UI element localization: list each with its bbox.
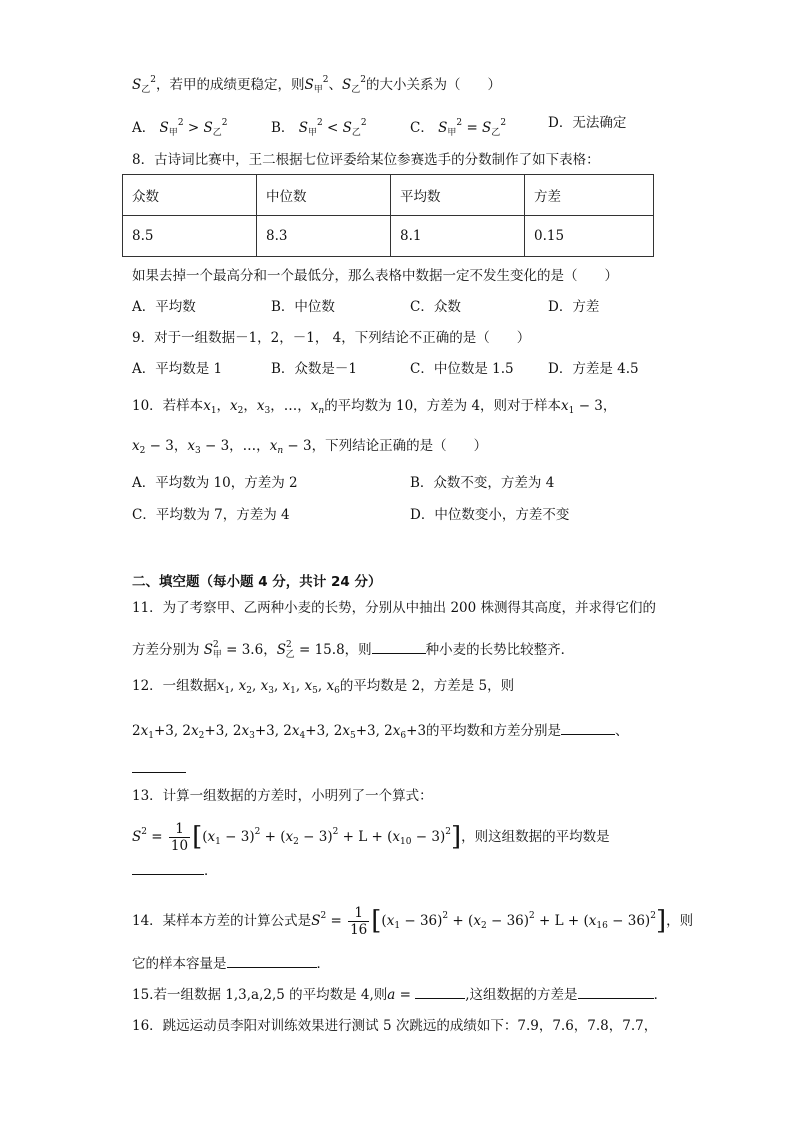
q7-option-a: A． $S_甲^2 > S_乙^2$ (132, 118, 228, 138)
q13-stem: 13．计算一组数据的方差时，小明列了一个算式： (132, 788, 433, 804)
q8-option-b: B．中位数 (271, 299, 335, 315)
q10-option-c: C．平均数为 7，方差为 4 (132, 507, 290, 523)
q15-answer-blank-variance[interactable] (578, 984, 654, 999)
table-cell: 8.1 (391, 216, 525, 257)
q14-stem-line1: 14．某样本方差的计算公式是$S^2$ = $\frac{1}{16}$ $[(x_1 - 36)^2 + (x_2 - 36)^2 + L + (x_{16} - 36)^2]$，则 (132, 905, 694, 938)
q11-answer-blank[interactable] (372, 639, 426, 654)
q9-option-b: B．众数是－1 (271, 361, 358, 377)
q8-follow: 如果去掉一个最高分和一个最低分，那么表格中数据一定不发生变化的是（ ） (132, 268, 618, 284)
q10-stem-line1: 10．若样本$x_1$，$x_2$，$x_3$，…，$x_n$的平均数为 10，方差为 4，则对于样本$x_1 - 3$， (132, 398, 617, 416)
q12-answer-blank-variance-line (132, 758, 186, 779)
q9-option-d: D．方差是 4.5 (548, 361, 639, 377)
q13-answer-blank[interactable] (132, 860, 204, 875)
table-cell: 8.3 (257, 216, 391, 257)
q13-formula: $S^2$ = $\frac{1}{10}$ $[(x_1 - 3)^2 + (x_2 - 3)^2 + L + (x_{10} - 3)^2]$，则这组数据的平均数是 (132, 821, 610, 854)
section-title: 二、填空题（每小题 4 分，共计 24 分） (132, 574, 382, 590)
q7-option-c: C． $S_甲^2 = S_乙^2$ (410, 118, 507, 138)
q8-option-c: C．众数 (410, 299, 461, 315)
table-header-cell: 平均数 (391, 175, 525, 216)
q11-stem-line2: 方差分别为 $S^2_甲 = 3.6$，$S^2_乙 = 15.8$，则 种小麦的长势比较整齐． (132, 640, 575, 660)
table-row (123, 216, 654, 257)
table-cell: 0.15 (525, 216, 654, 257)
q8-stem: 8．古诗词比赛中，王二根据七位评委给某位参赛选手的分数制作了如下表格： (132, 152, 600, 168)
q12-answer-blank-variance[interactable] (132, 758, 186, 773)
table-header-cell: 众数 (123, 175, 257, 216)
q8-option-d: D．方差 (548, 299, 600, 315)
q14-answer-blank[interactable] (227, 953, 317, 968)
table-header-row (123, 175, 654, 216)
q14-stem-line2: 它的样本容量是 ． (132, 953, 330, 974)
q9-stem: 9．对于一组数据－1，2，－1， 4，下列结论不正确的是（ ） (132, 330, 531, 346)
q15-stem: 15.若一组数据 1,3,a,2,5 的平均数是 4,则a = ,这组数据的方差是 ． (132, 984, 667, 1005)
q8-score-table (122, 174, 654, 257)
q11-stem-line1: 11．为了考察甲、乙两种小麦的长势，分别从中抽出 200 株测得其高度，并求得它们的 (132, 600, 657, 616)
table-header-cell: 中位数 (257, 175, 391, 216)
q12-stem-line1: 12．一组数据$x_1$, $x_2$, $x_3$, $x_1$, $x_5$, $x_6$的平均数是 2，方差是 5，则 (132, 678, 515, 696)
q9-option-a: A．平均数是 1 (132, 361, 223, 377)
q16-stem: 16．跳远运动员李阳对训练效果进行测试 5 次跳远的成绩如下：7.9，7.6，7.8，7.7， (132, 1018, 658, 1034)
q7-option-b: B． $S_甲^2 < S_乙^2$ (271, 118, 367, 138)
q8-option-a: A．平均数 (132, 299, 196, 315)
q12-answer-blank-mean[interactable] (561, 720, 615, 735)
q7-option-d: D．无法确定 (548, 115, 627, 131)
q10-option-d: D．中位数变小，方差不变 (410, 507, 570, 523)
q15-answer-blank-a[interactable] (415, 984, 465, 999)
q12-stem-line2: $2x_1+3$, $2x_2+3$, $2x_3+3$, $2x_4+3$, $2x_5+3$, $2x_6+3$的平均数和方差分别是 、 (132, 720, 629, 746)
q10-option-b: B．众数不变，方差为 4 (410, 475, 555, 491)
q13-answer-line: ． (132, 860, 218, 881)
table-header-cell: 方差 (525, 175, 654, 216)
q10-option-a: A．平均数为 10，方差为 2 (132, 475, 298, 491)
q7-stem-continuation: $S_乙^2$，若甲的成绩更稳定，则$S_甲^2$、$S_乙^2$的大小关系为（ ） (132, 75, 501, 95)
q10-stem-line2: $x_2 - 3$，$x_3 - 3$，…，$x_n - 3$，下列结论正确的是（ ） (132, 438, 488, 456)
table-cell: 8.5 (123, 216, 257, 257)
q9-option-c: C．中位数是 1.5 (410, 361, 514, 377)
